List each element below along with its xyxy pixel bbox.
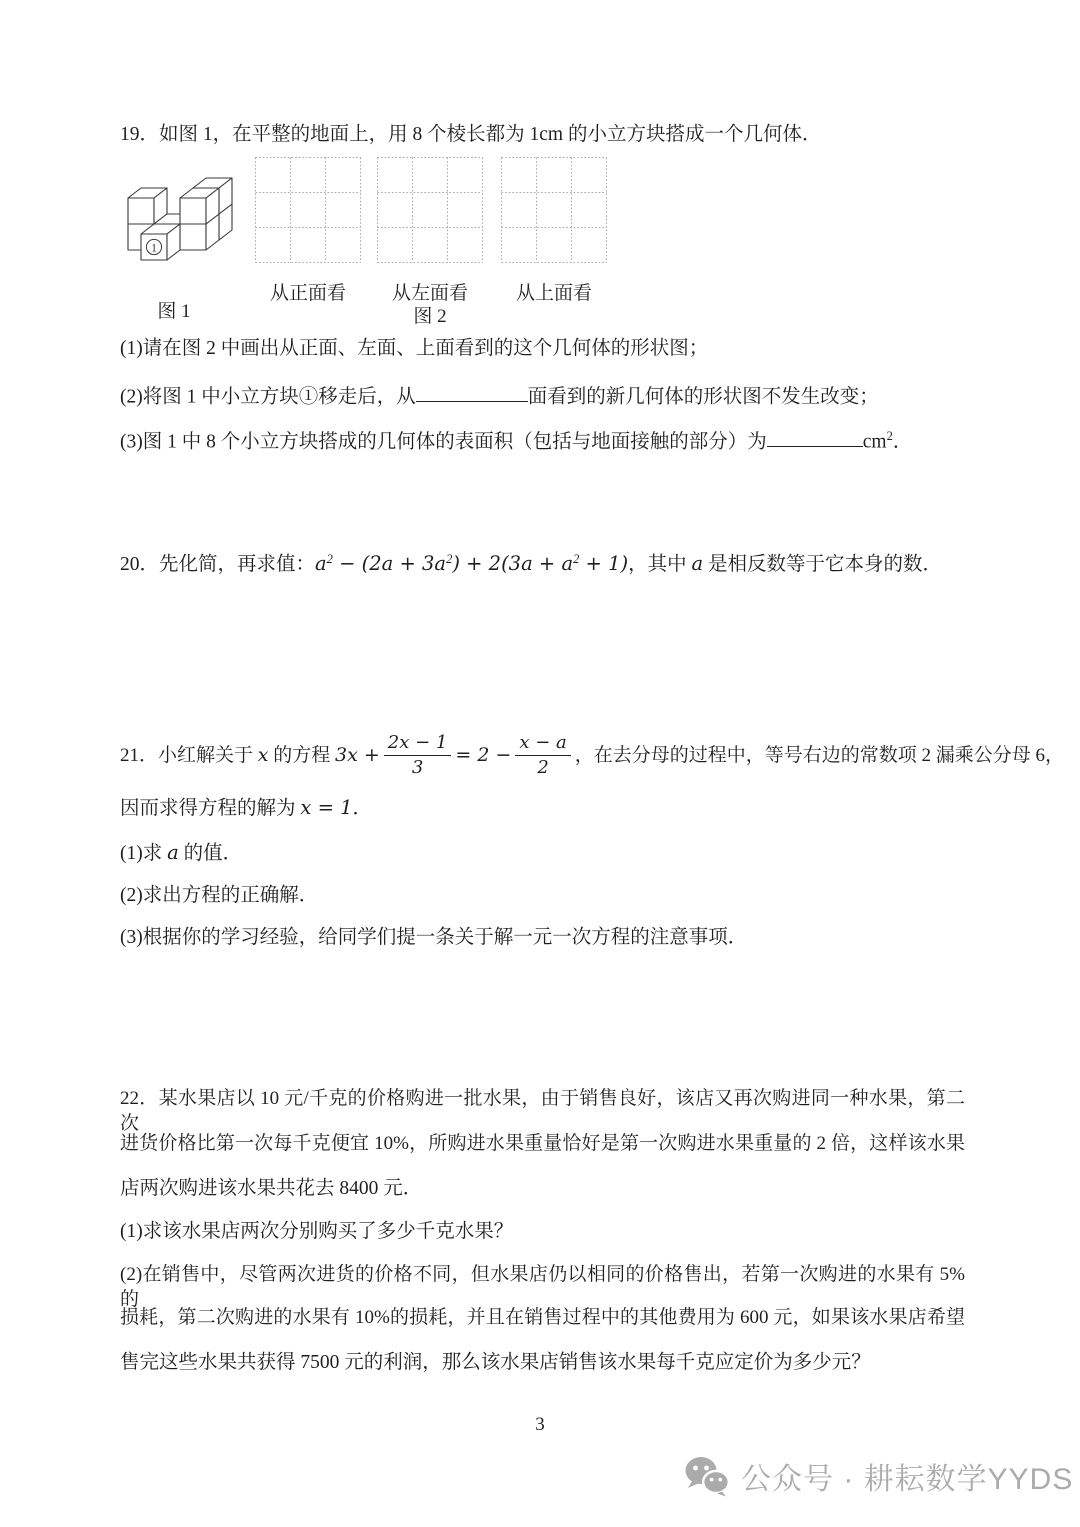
svg-text:1: 1 (151, 240, 157, 255)
answer-blank (416, 381, 528, 402)
page-number: 3 (535, 1414, 545, 1435)
grid-front-view (255, 157, 361, 263)
answer-blank (767, 426, 863, 447)
footer-watermark (683, 1454, 1073, 1498)
q21-stem-line2: 因而求得方程的解为 x = 1． (120, 796, 373, 819)
wechat-icon (683, 1455, 730, 1497)
q22-part1: (1)求该水果店两次分别购买了多少千克水果？ (120, 1221, 514, 1242)
q19-part2: (2)将图 1 中小立方块①移走后，从 面看到的新几何体的形状图不发生改变； (120, 381, 879, 409)
view-top-label: 从上面看 (515, 283, 592, 304)
q21-stem: 21．小红解关于 x 的方程 3x + $\frac{2x - 1}{3}$ = 2 − $\frac{x - a}{2}$ ，在去分母的过程中，等号右边的常数项 2 漏乘公分母 6， (120, 731, 1065, 778)
footer-brand-text: 公众号 · 耕耘数学YYDS (741, 1463, 1074, 1496)
q22-stem-line2: 进货价格比第一次每千克便宜 10%，所购进水果重量恰好是第一次购进水果重量的 2 倍，这样该水果 (120, 1133, 965, 1154)
q22-stem-line1: 22．某水果店以 10 元/千克的价格购进一批水果，由于销售良好，该店又再次购进同一种水果，第二次 (120, 1088, 965, 1134)
figure-cubes-isometric (112, 172, 236, 264)
q20-stem: 20．先化简，再求值：$a^2 - (2a + 3a^2) + 2(3a + a^2 + 1)$，其中 a 是相反数等于它本身的数． (120, 552, 942, 575)
cube-stack-drawing (112, 172, 236, 264)
grid-top-view (501, 157, 607, 263)
view-left-label: 从左面看 (391, 283, 468, 304)
fig2-label: 图 2 (413, 306, 447, 327)
q22-part2-line2: 损耗，第二次购进的水果有 10%的损耗，并且在销售过程中的其他费用为 600 元，如果该水果店希望 (120, 1307, 965, 1328)
q21-part1: (1)求 a 的值． (120, 841, 243, 864)
q21-part3: (3)根据你的学习经验，给同学们提一条关于解一元一次方程的注意事项． (120, 927, 748, 948)
q22-stem-line3: 店两次购进该水果共花去 8400 元． (120, 1178, 423, 1199)
q19-part3: (3)图 1 中 8 个小立方块搭成的几何体的表面积（包括与地面接触的部分）为 $cm^2$． (120, 426, 912, 456)
q19-part1: (1)请在图 2 中画出从正面、左面、上面看到的这个几何体的形状图； (120, 338, 709, 359)
grid-left-view (377, 157, 483, 263)
q21-part2: (2)求出方程的正确解． (120, 885, 319, 906)
q22-part2-line1: (2)在销售中，尽管两次进货的价格不同，但水果店仍以相同的价格售出，若第一次购进的水果有 5%的 (120, 1264, 965, 1310)
q22-part2-line3: 售完这些水果共获得 7500 元的利润，那么该水果店销售该水果每千克应定价为多少元？ (120, 1352, 871, 1373)
view-front-label: 从正面看 (269, 283, 346, 304)
fraction: $\frac{2x - 1}{3}$ (384, 733, 452, 778)
fraction: $\frac{x - a}{2}$ (515, 733, 570, 778)
q19-stem: 19．如图 1，在平整的地面上，用 8 个棱长都为 1cm 的小立方块搭成一个几何体． (120, 124, 822, 145)
fig1-label: 图 1 (157, 301, 191, 322)
